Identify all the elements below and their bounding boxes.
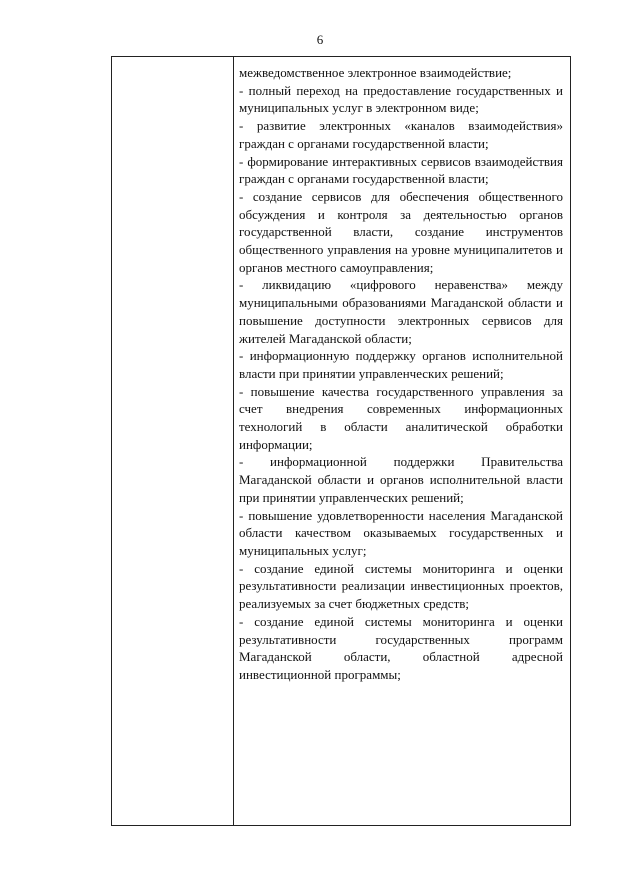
column-divider: [233, 57, 234, 825]
paragraph: - полный переход на предоставление государственных и муниципальных услуг в электронном виде;: [239, 82, 563, 116]
paragraph: - создание единой системы мониторинга и оценки результативности государственных программ Магаданской области, областной адресной инвестиционной программы;: [239, 613, 563, 682]
paragraph: - создание единой системы мониторинга и оценки результативности реализации инвестиционных проектов, реализуемых за счет бюджетных средств;: [239, 560, 563, 612]
paragraph: - развитие электронных «каналов взаимодействия» граждан с органами государственной власти;: [239, 118, 563, 151]
paragraph: межведомственное электронное взаимодействие;: [239, 65, 512, 80]
paragraph: - информационной поддержки Правительства Магаданской области и органов исполнительной власти при принятии управленческих решений;: [239, 454, 563, 505]
paragraph: - создание сервисов для обеспечения общественного обсуждения и контроля за деятельностью органов государственной власти, создание инструментов общественного управления на уровне муниципалитетов и органов местного самоуправления;: [239, 188, 563, 275]
paragraph: - повышение качества государственного управления за счет внедрения современных информационных технологий в области аналитической обработки информации;: [239, 383, 563, 452]
paragraph: - повышение удовлетворенности населения Магаданской области качеством оказываемых государственных и муниципальных услуг;: [239, 507, 563, 558]
paragraph: - информационную поддержку органов исполнительной власти при принятии управленческих решений;: [239, 348, 563, 381]
document-table: [111, 56, 571, 826]
table-left-cell: [112, 57, 233, 825]
paragraph: - ликвидацию «цифрового неравенства» между муниципальными образованиями Магаданской области и повышение доступности электронных сервисов для жителей Магаданской области;: [239, 277, 563, 346]
table-right-cell: [239, 64, 563, 684]
page-number: 6: [316, 32, 324, 47]
paragraph: - формирование интерактивных сервисов взаимодействия граждан с органами государственной власти;: [239, 153, 563, 187]
